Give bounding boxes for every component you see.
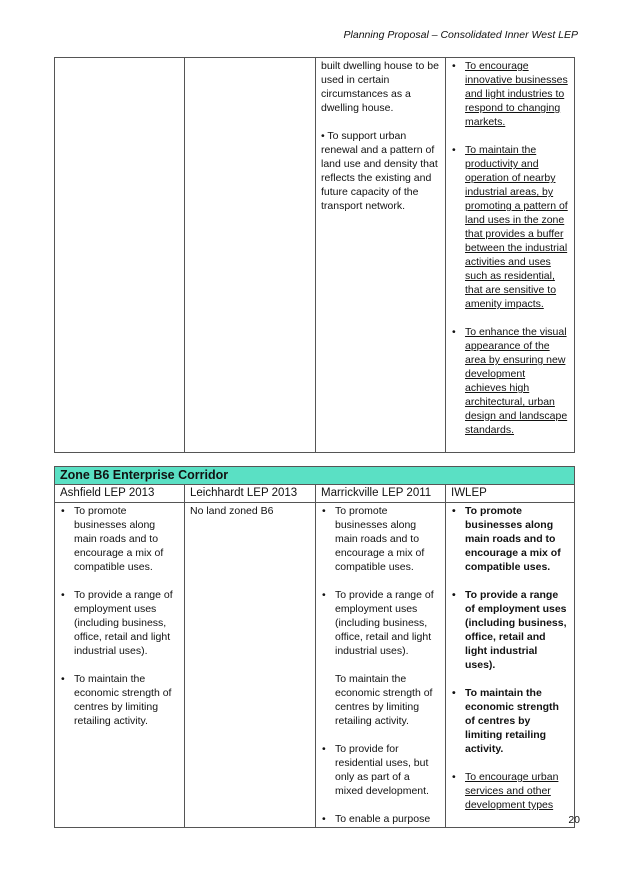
leichhardt-objectives-cell [185, 503, 316, 828]
iwlep-objective: • To provide a range of employment uses (including business, office, retail and light industrial uses). [451, 588, 569, 672]
column-header-marrickville: Marrickville LEP 2011 [316, 485, 446, 503]
marrickville-objective: • To provide for residential uses, but only as part of a mixed development. [321, 742, 440, 798]
column-header-leichhardt: Leichhardt LEP 2013 [185, 485, 316, 503]
zone-b6-table [54, 466, 575, 828]
leichhardt-note: No land zoned B6 [190, 505, 274, 517]
table1-col4-item: • To encourage innovative businesses and light industries to respond to changing markets. [451, 59, 569, 129]
column-header-iwlep: IWLEP [446, 485, 575, 503]
ashfield-objective: • To provide a range of employment uses (including business, office, retail and light industrial uses). [60, 588, 179, 658]
table1-col4-cell [446, 58, 575, 453]
ashfield-objective: • To maintain the economic strength of centres by limiting retailing activity. [60, 672, 179, 728]
ashfield-objective: • To promote businesses along main roads and to encourage a mix of compatible uses. [60, 504, 179, 574]
iwlep-objectives-cell [446, 503, 575, 828]
page-number: 20 [568, 814, 580, 826]
table1-col3-para1: built dwelling house to be used in certain circumstances as a dwelling house. [321, 60, 439, 114]
zone-title: Zone B6 Enterprise Corridor [55, 467, 575, 485]
marrickville-objective: • To promote businesses along main roads and to encourage a mix of compatible uses. [321, 504, 440, 574]
table1-col3-cell [316, 58, 446, 453]
table1-col4-item: • To maintain the productivity and operation of nearby industrial areas, by promoting a pattern of land uses in the zone that provides a buffer between the industrial activities and uses such as residential, that are sensitive to amenity impacts. [451, 143, 569, 311]
iwlep-objective: • To promote businesses along main roads and to encourage a mix of compatible uses. [451, 504, 569, 574]
table1-col4-item: • To enhance the visual appearance of the area by ensuring new development achieves high architectural, urban design and landscape standards. [451, 325, 569, 437]
marrickville-objective: • To enable a purpose [321, 812, 440, 826]
column-header-ashfield: Ashfield LEP 2013 [55, 485, 185, 503]
objectives-table-continued [54, 57, 575, 453]
table1-col1-cell [55, 58, 185, 453]
marrickville-objectives-cell [316, 503, 446, 828]
marrickville-objective: To maintain the economic strength of centres by limiting retailing activity. [335, 673, 433, 727]
page-header: Planning Proposal – Consolidated Inner West LEP [343, 29, 578, 41]
iwlep-objective: • To maintain the economic strength of centres by limiting retailing activity. [451, 686, 569, 756]
table1-col3-para2: • To support urban renewal and a pattern of land use and density that reflects the existing and future capacity of the transport network. [321, 130, 438, 212]
table1-col2-cell [185, 58, 316, 453]
iwlep-objective: • To encourage urban services and other development types [451, 770, 569, 812]
ashfield-objectives-cell [55, 503, 185, 828]
marrickville-objective: • To provide a range of employment uses (including business, office, retail and light industrial uses). [321, 588, 440, 658]
